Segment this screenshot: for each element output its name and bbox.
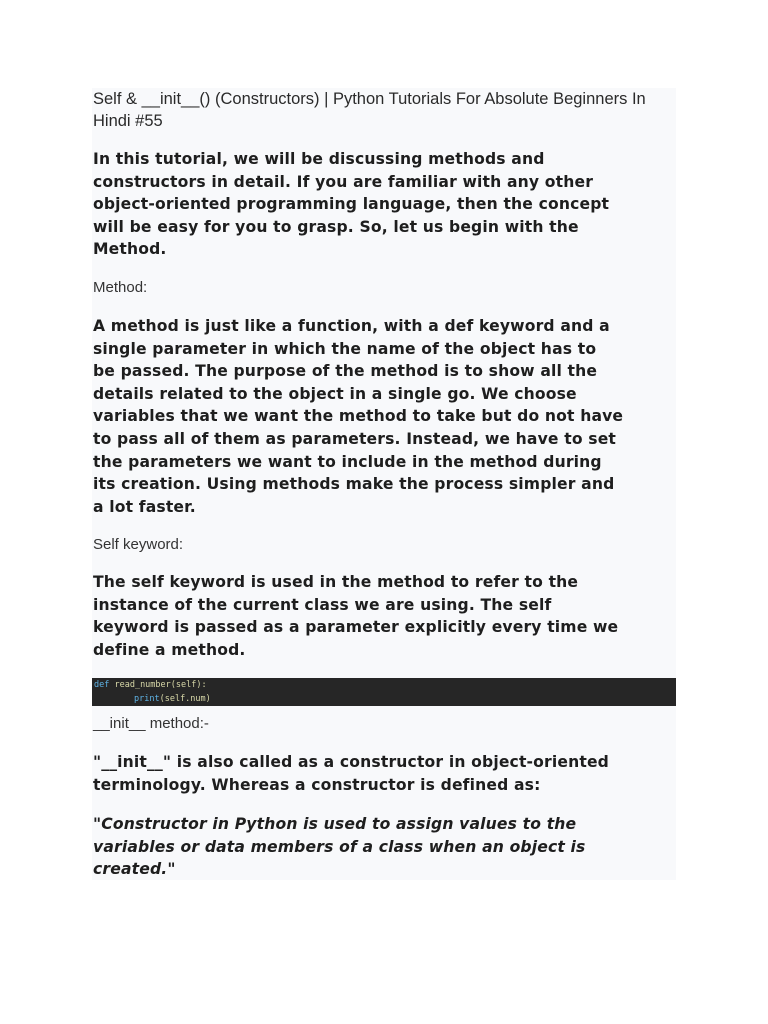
text-line: The self keyword is used in the method to refer to the bbox=[93, 573, 579, 591]
text-line: details related to the object in a single go. We choose bbox=[93, 384, 577, 403]
text-line: created." bbox=[93, 860, 176, 879]
text-line: object-oriented programming language, then the concept bbox=[93, 195, 610, 214]
text-line: A method is just like a function, with a def keyword and a bbox=[93, 317, 610, 335]
init-heading: __init__ method:- bbox=[93, 715, 209, 732]
text-line: will be easy for you to grasp. So, let us begin with the bbox=[93, 217, 579, 236]
text-line: to pass all of them as parameters. Instead, we have to set bbox=[93, 429, 617, 448]
text-line: In this tutorial, we will be discussing methods and bbox=[93, 150, 545, 168]
constructor-quote bbox=[93, 813, 585, 881]
text-line: single parameter in which the name of the object has to bbox=[93, 339, 597, 358]
text-line: "Constructor in Python is used to assign values to the bbox=[93, 815, 577, 833]
code-line bbox=[94, 679, 207, 692]
text-line: a lot faster. bbox=[93, 497, 196, 516]
text-line: terminology. Whereas a constructor is defined as: bbox=[93, 775, 541, 794]
text-line: the parameters we want to include in the method during bbox=[93, 452, 602, 471]
document-title bbox=[93, 88, 646, 132]
text-line: instance of the current class we are using. The self bbox=[93, 595, 552, 614]
init-paragraph bbox=[93, 751, 609, 796]
code-text: (self.num) bbox=[159, 694, 211, 704]
text-line: its creation. Using methods make the process simpler and bbox=[93, 475, 615, 494]
text-line: variables that we want the method to take but do not have bbox=[93, 407, 624, 426]
code-keyword: print bbox=[134, 694, 160, 704]
method-heading: Method: bbox=[93, 279, 148, 296]
self-keyword-heading: Self keyword: bbox=[93, 536, 184, 553]
code-line bbox=[134, 693, 211, 706]
intro-paragraph bbox=[93, 148, 609, 261]
text-line: keyword is passed as a parameter explicitly every time we bbox=[93, 618, 619, 637]
text-line: "__init__" is also called as a constructor in object-oriented bbox=[93, 753, 609, 771]
text-line: define a method. bbox=[93, 640, 246, 659]
method-paragraph bbox=[93, 315, 623, 518]
title-line: Self & __init__() (Constructors) | Python Tutorials For Absolute Beginners In bbox=[93, 90, 646, 108]
code-keyword: def bbox=[94, 680, 110, 690]
code-text: read_number(self): bbox=[109, 680, 207, 690]
text-line: variables or data members of a class when an object is bbox=[93, 837, 586, 856]
self-paragraph bbox=[93, 571, 618, 661]
text-line: Method. bbox=[93, 240, 167, 259]
title-line: Hindi #55 bbox=[93, 112, 163, 130]
text-line: be passed. The purpose of the method is to show all the bbox=[93, 362, 598, 381]
code-snippet bbox=[92, 678, 676, 706]
text-line: constructors in detail. If you are familiar with any other bbox=[93, 172, 594, 191]
